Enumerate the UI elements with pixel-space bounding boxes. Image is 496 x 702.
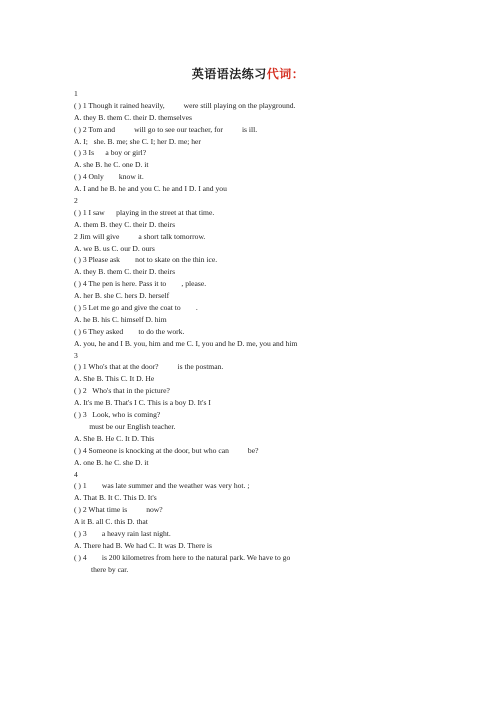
- text-line: A. we B. us C. our D. ours: [74, 243, 155, 253]
- text-line: ( ) 4 Someone is knocking at the door, but who can be?: [74, 445, 259, 455]
- text-line: ( ) 2 Who's that in the picture?: [74, 386, 170, 396]
- text-line: A. he B. his C. himself D. him: [74, 314, 167, 324]
- text-line: 1: [74, 89, 78, 98]
- text-line: ( ) 3 Look, who is coming?: [74, 410, 161, 420]
- text-line: must be our English teacher.: [74, 421, 176, 431]
- text-line: there by car.: [91, 564, 129, 574]
- text-line: 4: [74, 469, 78, 479]
- text-line: A. I and he B. he and you C. he and I D. I and you: [74, 184, 227, 194]
- text-line: ( ) 5 Let me go and give the coat to .: [74, 303, 198, 313]
- text-line: ( ) 3 a heavy rain last night.: [74, 528, 171, 538]
- text-line: ( ) 4 Only know it.: [74, 172, 144, 182]
- text-line: 3: [74, 350, 78, 360]
- text-line: A. them B. they C. their D. theirs: [74, 219, 176, 229]
- text-line: ( ) 3 Is a boy or girl?: [74, 148, 147, 158]
- text-line: ( ) 1 Who's that at the door? is the postman.: [74, 362, 224, 372]
- text-line: A. It's me B. That's I C. This is a boy D. It's I: [74, 398, 211, 408]
- text-line: A. one B. he C. she D. it: [74, 457, 149, 467]
- text-line: ( ) 4 is 200 kilometres from here to the natural park. We have to go: [74, 552, 291, 562]
- text-line: A. she B. he C. one D. it: [74, 160, 149, 170]
- text-line: ( ) 2 Tom and will go to see our teacher, for is ill.: [74, 124, 258, 134]
- text-line: ( ) 1 was late summer and the weather was very hot. ;: [74, 481, 250, 491]
- title-main: 英语语法练习: [191, 67, 267, 81]
- title-accent: 代词：: [266, 67, 305, 81]
- text-line: A. I; she. B. me; she C. I; her D. me; her: [74, 136, 201, 146]
- text-line: A. She B. This C. It D. He: [74, 374, 155, 384]
- exercise-body: [74, 88, 434, 576]
- text-line: A. they B. them C. their D. themselves: [74, 112, 192, 122]
- text-line: 2: [74, 196, 78, 206]
- text-line: A. There had B. We had C. It was D. There is: [74, 540, 212, 550]
- text-line: A. they B. them C. their D. theirs: [74, 267, 176, 277]
- text-line: ( ) 3 Please ask not to skate on the thin ice.: [74, 255, 218, 265]
- text-line: A. you, he and I B. you, him and me C. I, you and he D. me, you and him: [74, 338, 298, 348]
- text-line: ( ) 6 They asked to do the work.: [74, 326, 185, 336]
- text-line: ( ) 2 What time is now?: [74, 505, 163, 515]
- text-line: ( ) 4 The pen is here. Pass it to , please.: [74, 279, 207, 289]
- text-line: A. That B. It C. This D. It's: [74, 493, 157, 503]
- text-line: A. her B. she C. hers D. herself: [74, 291, 170, 301]
- text-line: 2 Jim will give a short talk tomorrow.: [74, 231, 206, 241]
- text-line: ( ) 1 I saw playing in the street at that time.: [74, 207, 215, 217]
- text-line: ( ) 1 Though it rained heavily, were still playing on the playground.: [74, 100, 296, 110]
- text-line: A it B. all C. this D. that: [74, 517, 148, 527]
- page-title: [0, 65, 496, 82]
- text-line: A. She B. He C. It D. This: [74, 433, 155, 443]
